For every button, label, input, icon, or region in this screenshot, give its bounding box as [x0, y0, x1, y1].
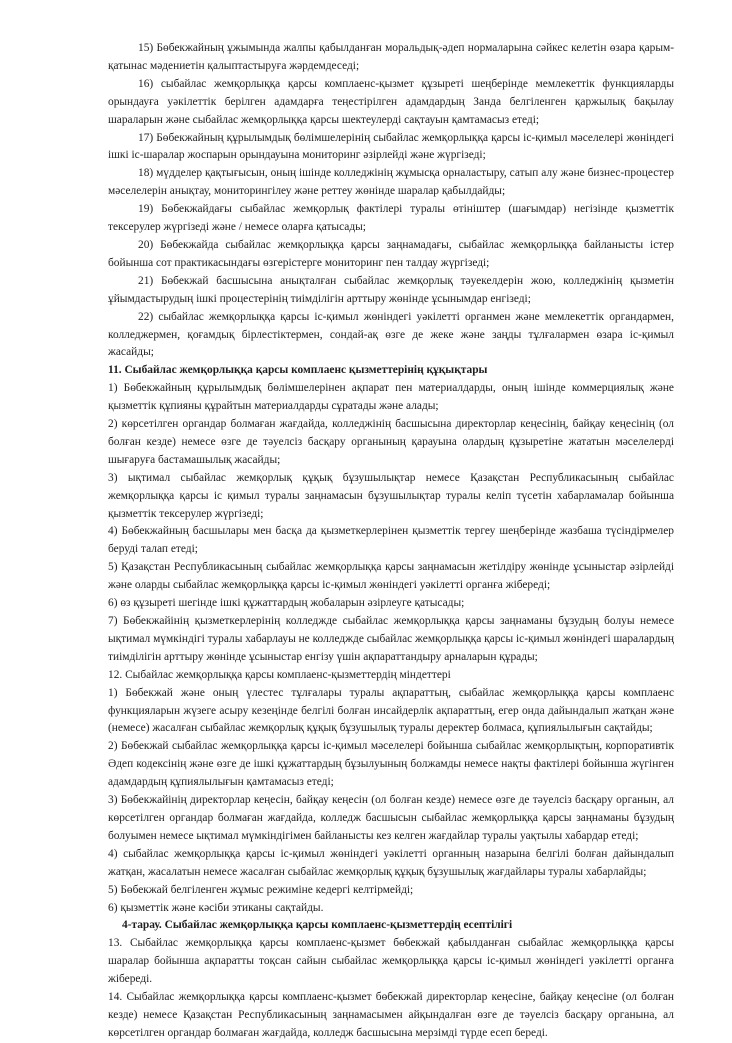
paragraph: 15) Бөбекжайның ұжымында жалпы қабылданған моральдық-әдеп нормаларына сәйкес келетін өзара қарым-қатынас мәдениетін қалыптастыруға жәрдемдеседі;	[108, 42, 674, 72]
paragraph: 3) ықтимал сыбайлас жемқорлық құқық бұзушылықтар немесе Қазақстан Республикасының сыбайлас жемқорлыққа қарсы іс қимыл туралы заңнамасын бұзушылықтар туралы келіп түсетін хабарламалар бойынша қызметтік тексерулер жүргізеді;	[108, 471, 674, 520]
paragraph: 2) көрсетілген органдар болмаған жағдайда, колледжінің басшысына директорлар кеңесінің, байқау кеңесінің (ол болған кезде) немесе өзге де тәуелсіз басқару органының қарауына олардың құзыретіне жататын мәселелерді шығаруға бастамашылық жасайды;	[108, 418, 674, 466]
paragraph: 19) Бөбекжайдағы сыбайлас жемқорлық фактілері туралы өтініштер (шағымдар) негізінде қызметтік тексерулер жүргізеді және / немесе оларға қатысады;	[108, 203, 674, 234]
paragraph: 20) Бөбекжайда сыбайлас жемқорлыққа қарсы заңнамадағы, сыбайлас жемқорлыққа байланысты істер бойынша сот практикасындағы өзгерістерге мониторинг пен талдау жүргізеді;	[108, 238, 674, 269]
paragraph: 5) Қазақстан Республикасының сыбайлас жемқорлыққа қарсы заңнамасын жетілдіру жөнінде ұсыныстар әзірлейді және оларды сыбайлас жемқорлыққа қарсы іс-қимыл жөніндегі уәкілетті органға жібереді;	[108, 561, 674, 592]
paragraph: 4) Бөбекжайның басшылары мен басқа да қызметкерлерінен қызметтік тергеу шеңберінде жазбаша түсіндірмелер беруді талап етеді;	[108, 525, 674, 556]
paragraph: 3) Бөбекжайінің директорлар кеңесін, байқау кеңесін (ол болған кезде) немесе өзге де тәуелсіз басқару органын, ал көрсетілген органдар болмаған жағдайда, колледж басшысын сыбайлас жемқорлыққа қарсы заңнаманы бұзудың болуымен немесе ықтимал мүмкіндігімен байланысты кез келген жағдайлар туралы уақтылы хабардар етеді;	[108, 794, 674, 842]
paragraph: 6) өз құзыреті шегінде ішкі құжаттардың жобаларын әзірлеуге қатысады;	[108, 597, 465, 610]
section-heading: 12. Сыбайлас жемқорлыққа қарсы комплаенс-қызметтердің міндеттері	[108, 668, 451, 681]
paragraph: 13. Сыбайлас жемқорлыққа қарсы комплаенс-қызмет бөбекжай қабылданған сыбайлас жемқорлыққа қарсы шаралар бойынша ақпаратты тоқсан сайын сыбайлас жемқорлыққа қарсы іс-қимыл жөніндегі уәкілетті органға жібереді.	[108, 937, 674, 986]
chapter-heading: 4-тарау. Сыбайлас жемқорлыққа қарсы комплаенс-қызметтердің есептілігі	[122, 919, 513, 932]
paragraph: 16) сыбайлас жемқорлыққа қарсы комплаенс-қызмет құзыреті шеңберінде мемлекеттік функцияларды орындауға уәкілеттік берілген адамдарға теңестірілген адамдардың Занда белгіленген қаржылық бақылау шараларын және сыбайлас жемқорлыққа қарсы шектеулерді сақтауын қамтамасыз етеді;	[108, 77, 674, 126]
paragraph: 6) қызметтік және кәсіби этиканы сақтайды.	[108, 901, 324, 914]
paragraph: 1) Бөбекжай және оның үлестес тұлғалары туралы ақпараттың, сыбайлас жемқорлыққа қарсы комплаенс функцияларын жүзеге асыру кезеңінде белгілі болған инсайдерлік ақпараттың, егер онда дайындалып жатқан және (немесе) жасалған сыбайлас жемқорлық құқық бұзушылық туралы деректер болмаса, құпиялылығын сақтайды;	[108, 686, 674, 735]
paragraph: 18) мүдделер қақтығысын, оның ішінде колледжінің жұмысқа орналастыру, сатып алу және бизнес-процестер мәселелерін анықтау, мониторингілеу және реттеу жөнінде шаралар қабылдайды;	[108, 167, 674, 198]
paragraph: 14. Сыбайлас жемқорлыққа қарсы комплаенс-қызмет бөбекжай директорлар кеңесіне, байқау кеңесіне (ол болған кезде) немесе Қазақстан Республикасының заңнамасымен айқындалған өзге де тәуелсіз басқару органына, ал көрсетілген органдар болмаған жағдайда, колледж басшысына мерзімді түрде есеп береді.	[108, 991, 674, 1039]
paragraph: 17) Бөбекжайның құрылымдық бөлімшелерінің сыбайлас жемқорлыққа қарсы іс-қимыл мәселелері жөніндегі ішкі іс-шаралар жоспарын орындауына мониторинг әзірлейді және жүргізеді;	[108, 131, 674, 162]
paragraph: 22) сыбайлас жемқорлыққа қарсы іс-қимыл жөніндегі уәкілетті органмен және мемлекеттік органдармен, колледжермен, қоғамдық бірлестіктермен, сондай-ақ өзге де жеке және заңды тұлғалармен өзара іс-қимыл жасайды;	[108, 310, 674, 359]
paragraph: 2) Бөбекжай сыбайлас жемқорлыққа қарсы іс-қимыл мәселелері бойынша сыбайлас жемқорлықтың, корпоративтік Әдеп кодексінің және өзге де ішкі құжаттардың бұзылуының болжамды немесе нақты фактілері бойынша жүгінген адамдардың құпиялылығын қамтамасыз етеді;	[108, 740, 674, 789]
paragraph: 4) сыбайлас жемқорлыққа қарсы іс-қимыл жөніндегі уәкілетті органның назарына белгілі болған дайындалып жатқан, жасалатын немесе жасалған сыбайлас жемқорлық құқық бұзушылық жағдайлары туралы хабарлайды;	[108, 847, 674, 878]
section-heading: 11. Сыбайлас жемқорлыққа қарсы комплаенс қызметтерінің құқықтары	[108, 364, 488, 377]
paragraph: 7) Бөбекжайінің қызметкерлерінің колледжде сыбайлас жемқорлыққа қарсы заңнаманы бұзудың болуы немесе ықтимал мүмкіндігі туралы хабарлауы не колледжде сыбайлас жемқорлыққа қарсы іс-қимыл жөніндегі шаралардың тиімділігін арттыру жөнінде ұсыныстар енгізу үшін ақпараттандыру арналарын құрады;	[108, 615, 674, 663]
paragraph: 21) Бөбекжай басшысына анықталған сыбайлас жемқорлық тәуекелдерін жою, колледжінің қызметін ұйымдастырудың ішкі процестерінің тиімділігін арттыру жөнінде ұсынымдар енгізеді;	[108, 274, 674, 305]
paragraph: 1) Бөбекжайның құрылымдық бөлімшелерінен ақпарат пен материалдарды, оның ішінде коммерциялық және қызметтік құпияны құрайтын материалдарды сұратады және алады;	[108, 382, 674, 413]
paragraph: 5) Бөбекжай белгіленген жұмыс режиміне кедергі келтірмейді;	[108, 883, 414, 896]
